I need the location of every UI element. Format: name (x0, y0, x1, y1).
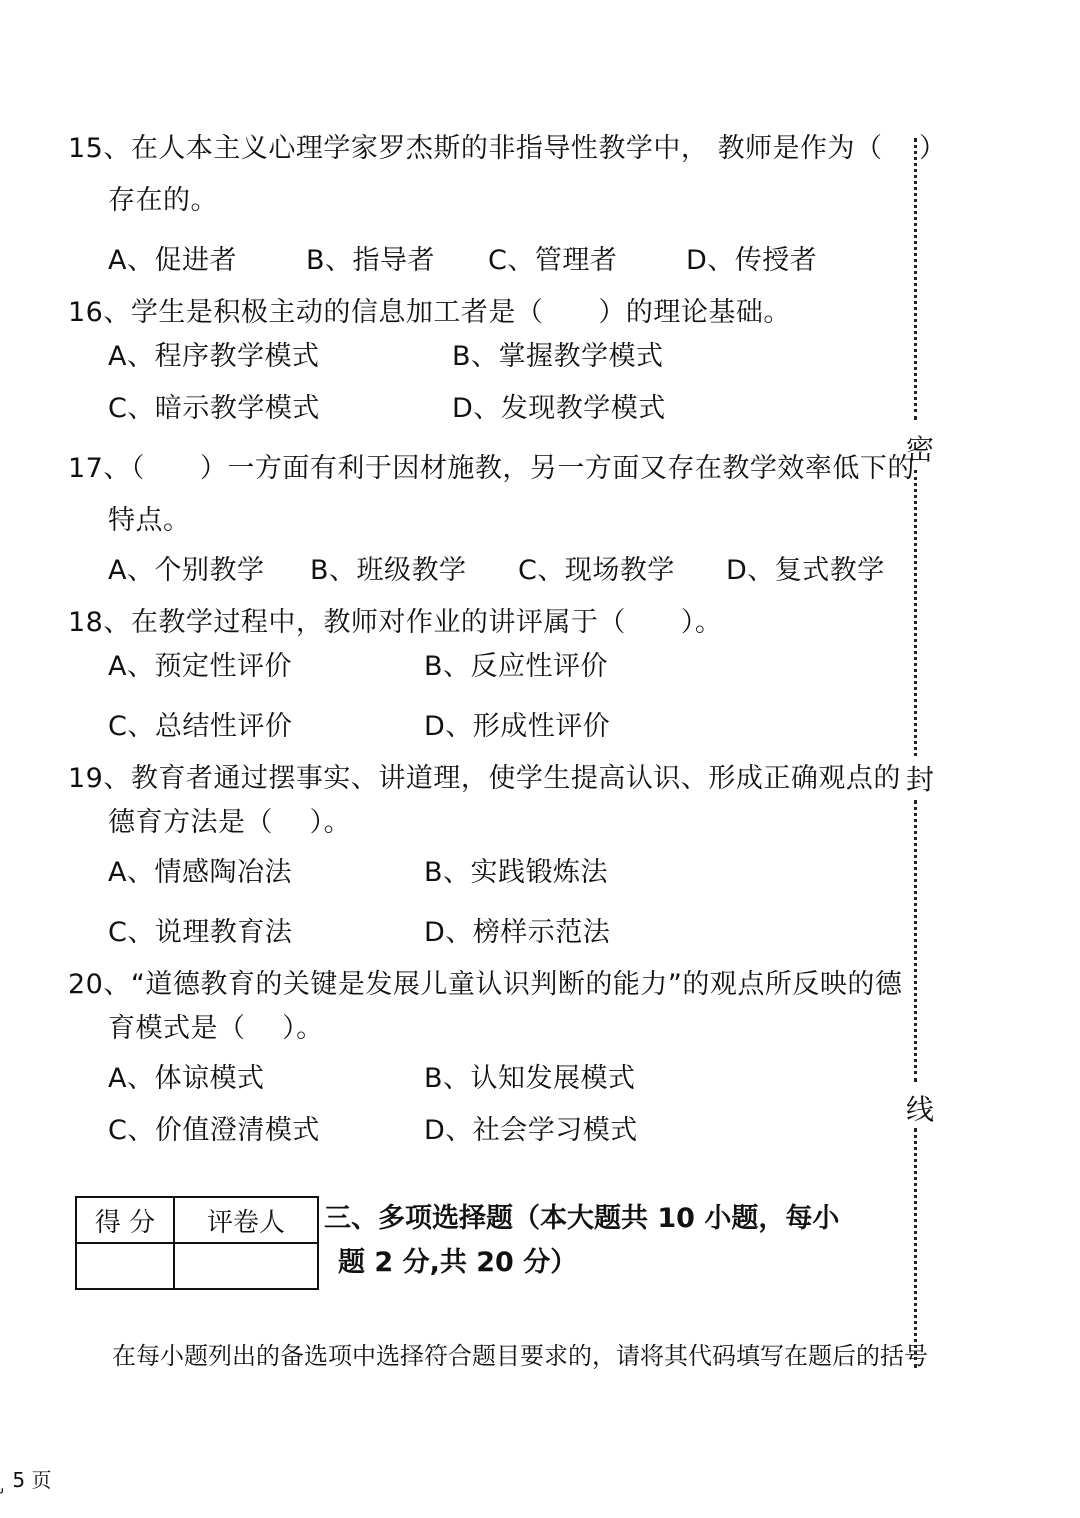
question-15-option-a: A、促进者 (108, 245, 237, 276)
question-17-continuation: 特点。 (108, 505, 191, 536)
section-heading-line1: 三、多项选择题（本大题共 10 小题，每小 (324, 1203, 840, 1234)
grader-cell (174, 1243, 318, 1289)
question-20-option-b: B、认知发展模式 (424, 1063, 636, 1094)
question-15-continuation: 存在的。 (108, 185, 218, 216)
seal-line-segment (914, 1128, 917, 1368)
section-heading-line2: 题 2 分,共 20 分） (338, 1247, 578, 1278)
question-19-option-b: B、实践锻炼法 (424, 857, 609, 888)
question-number: 15、 (68, 133, 131, 164)
page-footer: ູ 5 页 (6, 1468, 52, 1492)
score-cell (76, 1243, 174, 1289)
question-16-stem (68, 290, 791, 329)
question-19-continuation: 德育方法是（ ）。 (108, 807, 352, 838)
question-20-option-a: A、体谅模式 (108, 1063, 265, 1094)
question-19-option-d: D、榜样示范法 (424, 917, 611, 948)
seal-line-segment (914, 800, 917, 1082)
question-text: “道德教育的关键是发展儿童认识判断的能力”的观点所反映的德 (130, 969, 903, 1000)
seal-label-mi: 密 (906, 433, 935, 466)
section-instruction: 在每小题列出的备选项中选择符合题目要求的，请将其代码填写在题后的括号 (112, 1342, 928, 1370)
score-header: 得 分 (76, 1197, 174, 1243)
question-18-option-b: B、反应性评价 (424, 651, 609, 682)
question-19-stem (68, 756, 901, 795)
question-20-option-c: C、价值澄清模式 (108, 1115, 320, 1146)
question-17-option-a: A、个别教学 (108, 555, 265, 586)
question-text: 在人本主义心理学家罗杰斯的非指导性教学中， 教师是作为（ ） (130, 133, 947, 164)
question-16-option-b: B、掌握教学模式 (452, 341, 664, 372)
seal-label-xian: 线 (906, 1093, 935, 1126)
question-17-option-b: B、班级教学 (310, 555, 467, 586)
question-17-option-d: D、复式教学 (726, 555, 885, 586)
seal-line-segment (914, 138, 917, 420)
question-18-option-a: A、预定性评价 (108, 651, 292, 682)
question-20-option-d: D、社会学习模式 (424, 1115, 638, 1146)
question-15-option-b: B、指导者 (306, 245, 436, 276)
seal-label-feng: 封 (906, 763, 935, 796)
question-18-option-c: C、总结性评价 (108, 711, 293, 742)
question-18-stem (68, 600, 722, 639)
question-17-option-c: C、现场教学 (518, 555, 675, 586)
question-number: 19、 (68, 763, 131, 794)
question-number: 17、 (68, 453, 131, 484)
question-16-option-a: A、程序教学模式 (108, 341, 320, 372)
question-text: 在教学过程中，教师对作业的讲评属于（ ）。 (130, 607, 723, 638)
question-text: 教育者通过摆事实、讲道理，使学生提高认识、形成正确观点的 (130, 763, 901, 794)
question-number: 20、 (68, 969, 131, 1000)
question-20-stem (68, 962, 902, 1001)
grader-header: 评卷人 (174, 1197, 318, 1243)
question-15-option-d: D、传授者 (686, 245, 818, 276)
seal-line-segment (914, 470, 917, 756)
question-number: 16、 (68, 297, 131, 328)
question-19-option-a: A、情感陶冶法 (108, 857, 292, 888)
score-table (75, 1196, 319, 1290)
question-number: 18、 (68, 607, 131, 638)
question-16-option-d: D、发现教学模式 (452, 393, 666, 424)
question-15-stem (68, 126, 947, 165)
question-18-option-d: D、形成性评价 (424, 711, 611, 742)
question-15-option-c: C、管理者 (488, 245, 618, 276)
question-text: （ ）一方面有利于因材施教，另一方面又存在教学效率低下的 (130, 453, 915, 484)
question-16-option-c: C、暗示教学模式 (108, 393, 320, 424)
question-19-option-c: C、说理教育法 (108, 917, 293, 948)
question-20-continuation: 育模式是（ ）。 (108, 1013, 324, 1044)
question-text: 学生是积极主动的信息加工者是（ ）的理论基础。 (130, 297, 791, 328)
question-17-stem (68, 446, 915, 485)
